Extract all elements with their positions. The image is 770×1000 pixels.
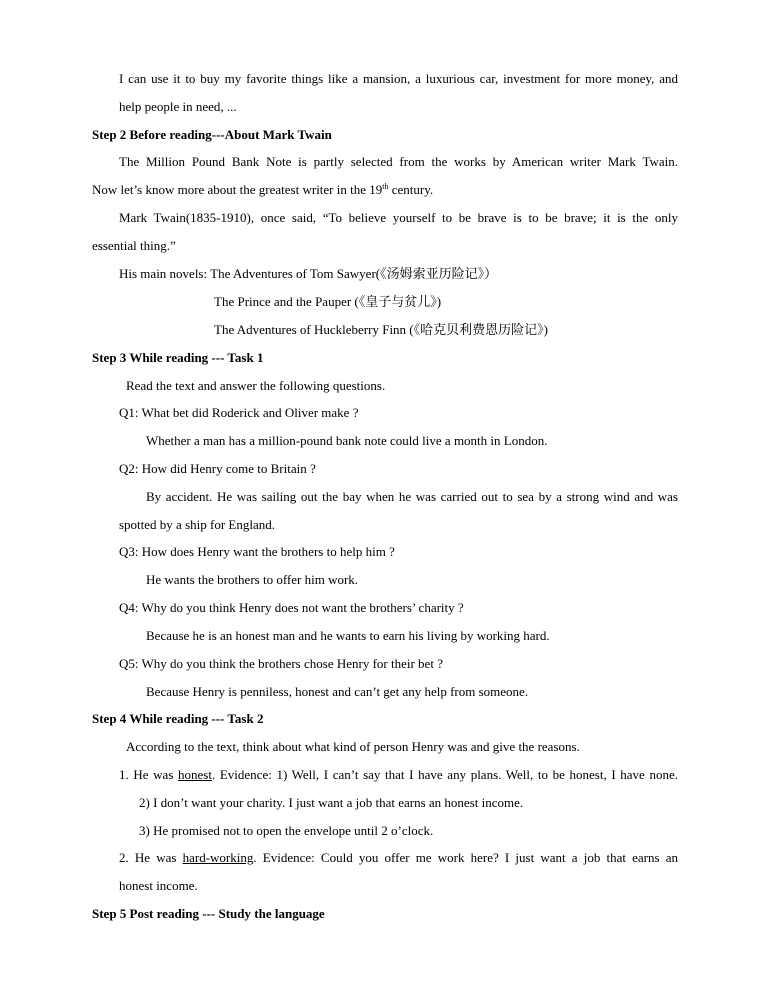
step3-heading: Step 3 While reading --- Task 1	[92, 350, 264, 365]
step2-heading: Step 2 Before reading---About Mark Twain	[92, 127, 332, 142]
evidence-line: honest income.	[119, 878, 198, 893]
answer: Because Henry is penniless, honest and can’t get any help from someone.	[146, 684, 529, 699]
instruction: According to the text, think about what kind of person Henry was and give the reasons.	[126, 739, 580, 754]
question: Q3: How does Henry want the brothers to help him ?	[119, 544, 395, 559]
question: Q4: Why do you think Henry does not want the brothers’ charity ?	[119, 600, 464, 615]
evidence-line: 2) I don’t want your charity. I just want a job that earns an honest income.	[139, 795, 524, 810]
answer: He wants the brothers to offer him work.	[146, 572, 359, 587]
paragraph-line: essential thing.”	[92, 238, 176, 253]
trait-hard-working: hard-working	[182, 850, 254, 865]
intro-line: help people in need, ...	[119, 99, 237, 114]
instruction: Read the text and answer the following questions.	[126, 378, 386, 393]
novels-line	[119, 266, 497, 282]
intro-line: I can use it to buy my favorite things like a mansion, a luxurious car, investment for more money, and	[119, 71, 678, 86]
evidence-line: 3) He promised not to open the envelope until 2 o’clock.	[139, 823, 434, 838]
answer: By accident. He was sailing out the bay when he was carried out to sea by a strong wind and was	[146, 489, 678, 504]
novel-title: The Prince and the Pauper (《皇子与贫儿》)	[214, 294, 442, 309]
step5-heading: Step 5 Post reading --- Study the language	[92, 906, 325, 921]
step4-heading: Step 4 While reading --- Task 2	[92, 711, 264, 726]
paragraph-line: The Million Pound Bank Note is partly selected from the works by American writer Mark Twain.	[119, 154, 678, 169]
novel-title: The Adventures of Tom Sawyer(《汤姆索亚历险记》）	[210, 266, 498, 281]
answer: Because he is an honest man and he wants to earn his living by working hard.	[146, 628, 550, 643]
trait-line: 1. He was honest. Evidence: 1) Well, I can’t say that I have any plans. Well, to be honest, I have none.	[119, 767, 678, 782]
trait-line: 2. He was hard-working. Evidence: Could you offer me work here? I just want a job that earns an	[119, 850, 678, 865]
novels-label: His main novels:	[119, 266, 211, 281]
novel-title: The Adventures of Huckleberry Finn (《哈克贝利费恩历险记》)	[214, 322, 548, 337]
paragraph-line: Mark Twain(1835-1910), once said, “To believe yourself to be brave is to be brave; it is the only	[119, 210, 678, 225]
answer: Whether a man has a million-pound bank note could live a month in London.	[146, 433, 548, 448]
paragraph-line: Now let’s know more about the greatest writer in the 19th century.	[92, 182, 434, 197]
answer: spotted by a ship for England.	[119, 517, 275, 532]
trait-honest: honest	[178, 767, 212, 782]
question: Q1: What bet did Roderick and Oliver make ?	[119, 405, 359, 420]
question: Q2: How did Henry come to Britain ?	[119, 461, 316, 476]
question: Q5: Why do you think the brothers chose Henry for their bet ?	[119, 656, 443, 671]
